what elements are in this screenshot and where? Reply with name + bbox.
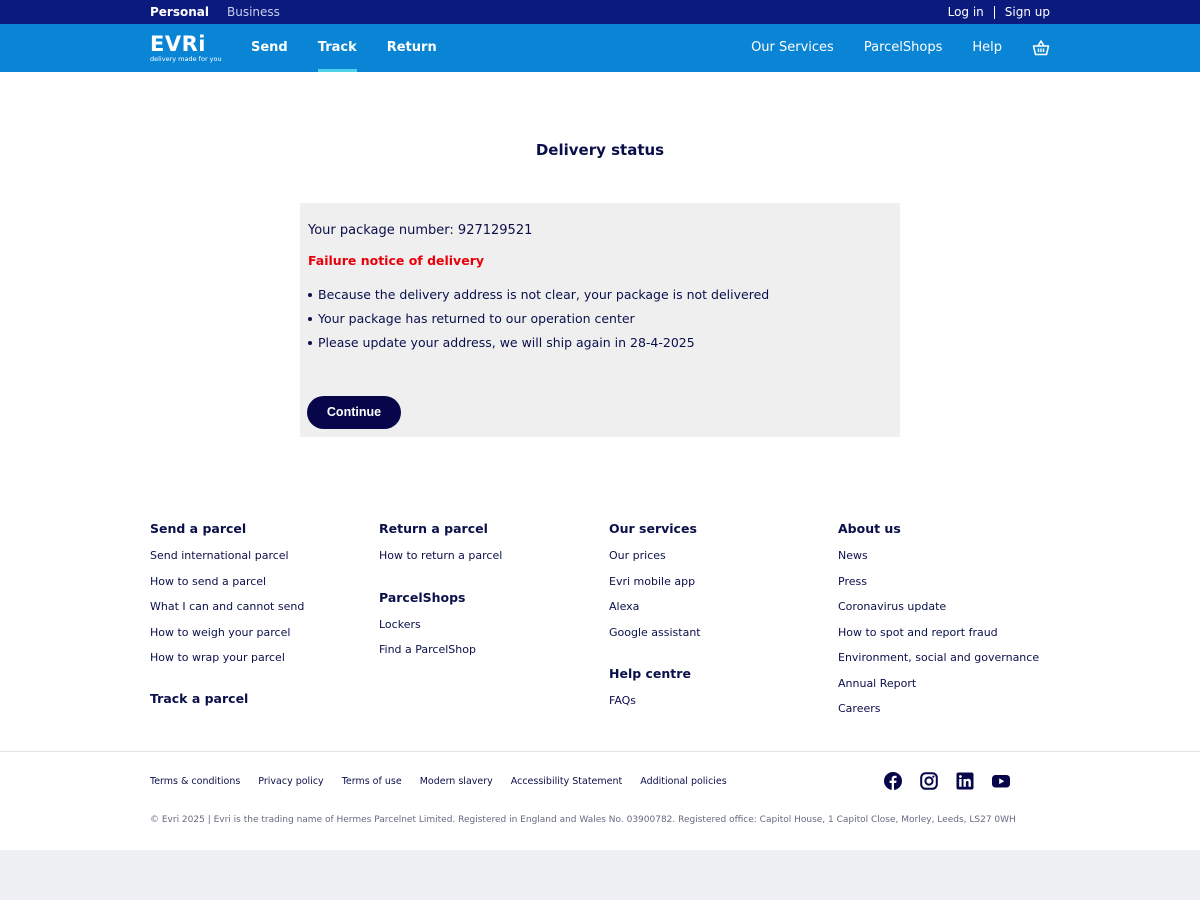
legal-links xyxy=(150,776,727,787)
package-number: Your package number: 927129521 xyxy=(308,223,533,238)
nav-send[interactable]: Send xyxy=(251,40,288,55)
legal-link[interactable]: Additional policies xyxy=(640,776,727,787)
footer-link[interactable]: News xyxy=(838,549,868,562)
footer-link[interactable]: Our prices xyxy=(609,549,666,562)
footer-link[interactable]: What I can and cannot send xyxy=(150,600,305,613)
footer-heading[interactable]: Help centre xyxy=(609,666,691,681)
footer-link[interactable]: Send international parcel xyxy=(150,549,289,562)
footer-heading[interactable]: Track a parcel xyxy=(150,690,249,706)
footer-link[interactable]: Careers xyxy=(838,702,881,715)
footer-link[interactable]: Lockers xyxy=(379,617,421,631)
footer-link[interactable]: Environment, social and governance xyxy=(838,651,1040,664)
legal-link[interactable]: Terms of use xyxy=(341,776,402,787)
nav-our-services[interactable]: Our Services xyxy=(751,40,834,55)
nav-return[interactable]: Return xyxy=(386,40,437,55)
footer-link[interactable]: FAQs xyxy=(609,694,637,707)
basket-icon[interactable] xyxy=(1032,39,1050,57)
footer-link[interactable]: How to return a parcel xyxy=(379,549,503,562)
footer-divider xyxy=(0,751,1200,752)
main-nav xyxy=(0,24,1200,72)
signup-link[interactable]: Sign up xyxy=(1004,5,1050,19)
failure-notice: Failure notice of delivery xyxy=(308,253,485,268)
footer-link[interactable]: Annual Report xyxy=(838,676,917,690)
footer-link[interactable]: How to weigh your parcel xyxy=(150,625,291,639)
footer-col-services xyxy=(609,521,701,720)
footer-link[interactable]: Press xyxy=(838,574,867,588)
delivery-status-card xyxy=(300,203,900,437)
footer-link[interactable]: How to spot and report fraud xyxy=(838,625,998,639)
footer-link[interactable]: How to send a parcel xyxy=(150,574,267,588)
evri-logo[interactable] xyxy=(150,32,222,63)
nav-track[interactable]: Track xyxy=(318,24,357,72)
facebook-icon[interactable] xyxy=(884,772,902,790)
secondary-nav xyxy=(751,24,1050,72)
legal-link[interactable]: Terms & conditions xyxy=(150,776,241,787)
business-link[interactable]: Business xyxy=(227,5,280,19)
legal-link[interactable]: Modern slavery xyxy=(419,776,493,787)
footer-heading[interactable]: About us xyxy=(838,521,901,536)
nav-help[interactable]: Help xyxy=(972,40,1002,55)
top-utility-bar xyxy=(0,0,1200,24)
youtube-icon[interactable] xyxy=(992,772,1010,790)
logo-tagline: delivery made for you xyxy=(150,55,222,63)
primary-nav xyxy=(251,24,437,72)
footer-link[interactable]: Google assistant xyxy=(609,625,701,639)
status-list xyxy=(308,283,769,355)
footer-heading[interactable]: Our services xyxy=(609,521,697,536)
footer-col-return xyxy=(379,521,502,669)
footer-col-send xyxy=(150,521,304,719)
footer-link[interactable]: Evri mobile app xyxy=(609,574,696,588)
logo-text: EVRi xyxy=(150,32,206,56)
list-item: Please update your address, we will ship again in 28-4-2025 xyxy=(308,331,769,355)
footer-link[interactable]: Alexa xyxy=(609,600,640,613)
legal-link[interactable]: Privacy policy xyxy=(258,776,324,787)
legal-link[interactable]: Accessibility Statement xyxy=(510,776,623,787)
footer-col-about xyxy=(838,521,1039,728)
footer-link[interactable]: How to wrap your parcel xyxy=(150,651,285,664)
divider xyxy=(994,6,995,19)
bottom-band xyxy=(0,850,1200,900)
account-links xyxy=(948,5,1050,19)
footer-heading[interactable]: ParcelShops xyxy=(379,589,466,605)
login-link[interactable]: Log in xyxy=(947,5,984,19)
footer-heading[interactable]: Send a parcel xyxy=(150,521,247,536)
page-title: Delivery status xyxy=(535,141,665,159)
social-links xyxy=(884,772,1010,790)
list-item: Your package has returned to our operation center xyxy=(308,307,769,331)
footer-link[interactable]: Find a ParcelShop xyxy=(379,643,476,656)
nav-parcelshops[interactable]: ParcelShops xyxy=(863,40,943,55)
footer-heading[interactable]: Return a parcel xyxy=(379,521,488,536)
copyright-text: © Evri 2025 | Evri is the trading name of Hermes Parcelnet Limited. Registered in England and Wales No. 03900782. Registered office: Capitol House, 1 Capitol Close, Morley, Leeds, LS27 0WH xyxy=(150,815,1016,825)
audience-switch xyxy=(150,5,280,19)
list-item: Because the delivery address is not clear, your package is not delivered xyxy=(308,283,769,307)
linkedin-icon[interactable] xyxy=(956,772,974,790)
footer-link[interactable]: Coronavirus update xyxy=(838,600,947,613)
personal-link[interactable]: Personal xyxy=(150,5,209,19)
continue-button[interactable]: Continue xyxy=(307,396,401,429)
instagram-icon[interactable] xyxy=(920,772,938,790)
